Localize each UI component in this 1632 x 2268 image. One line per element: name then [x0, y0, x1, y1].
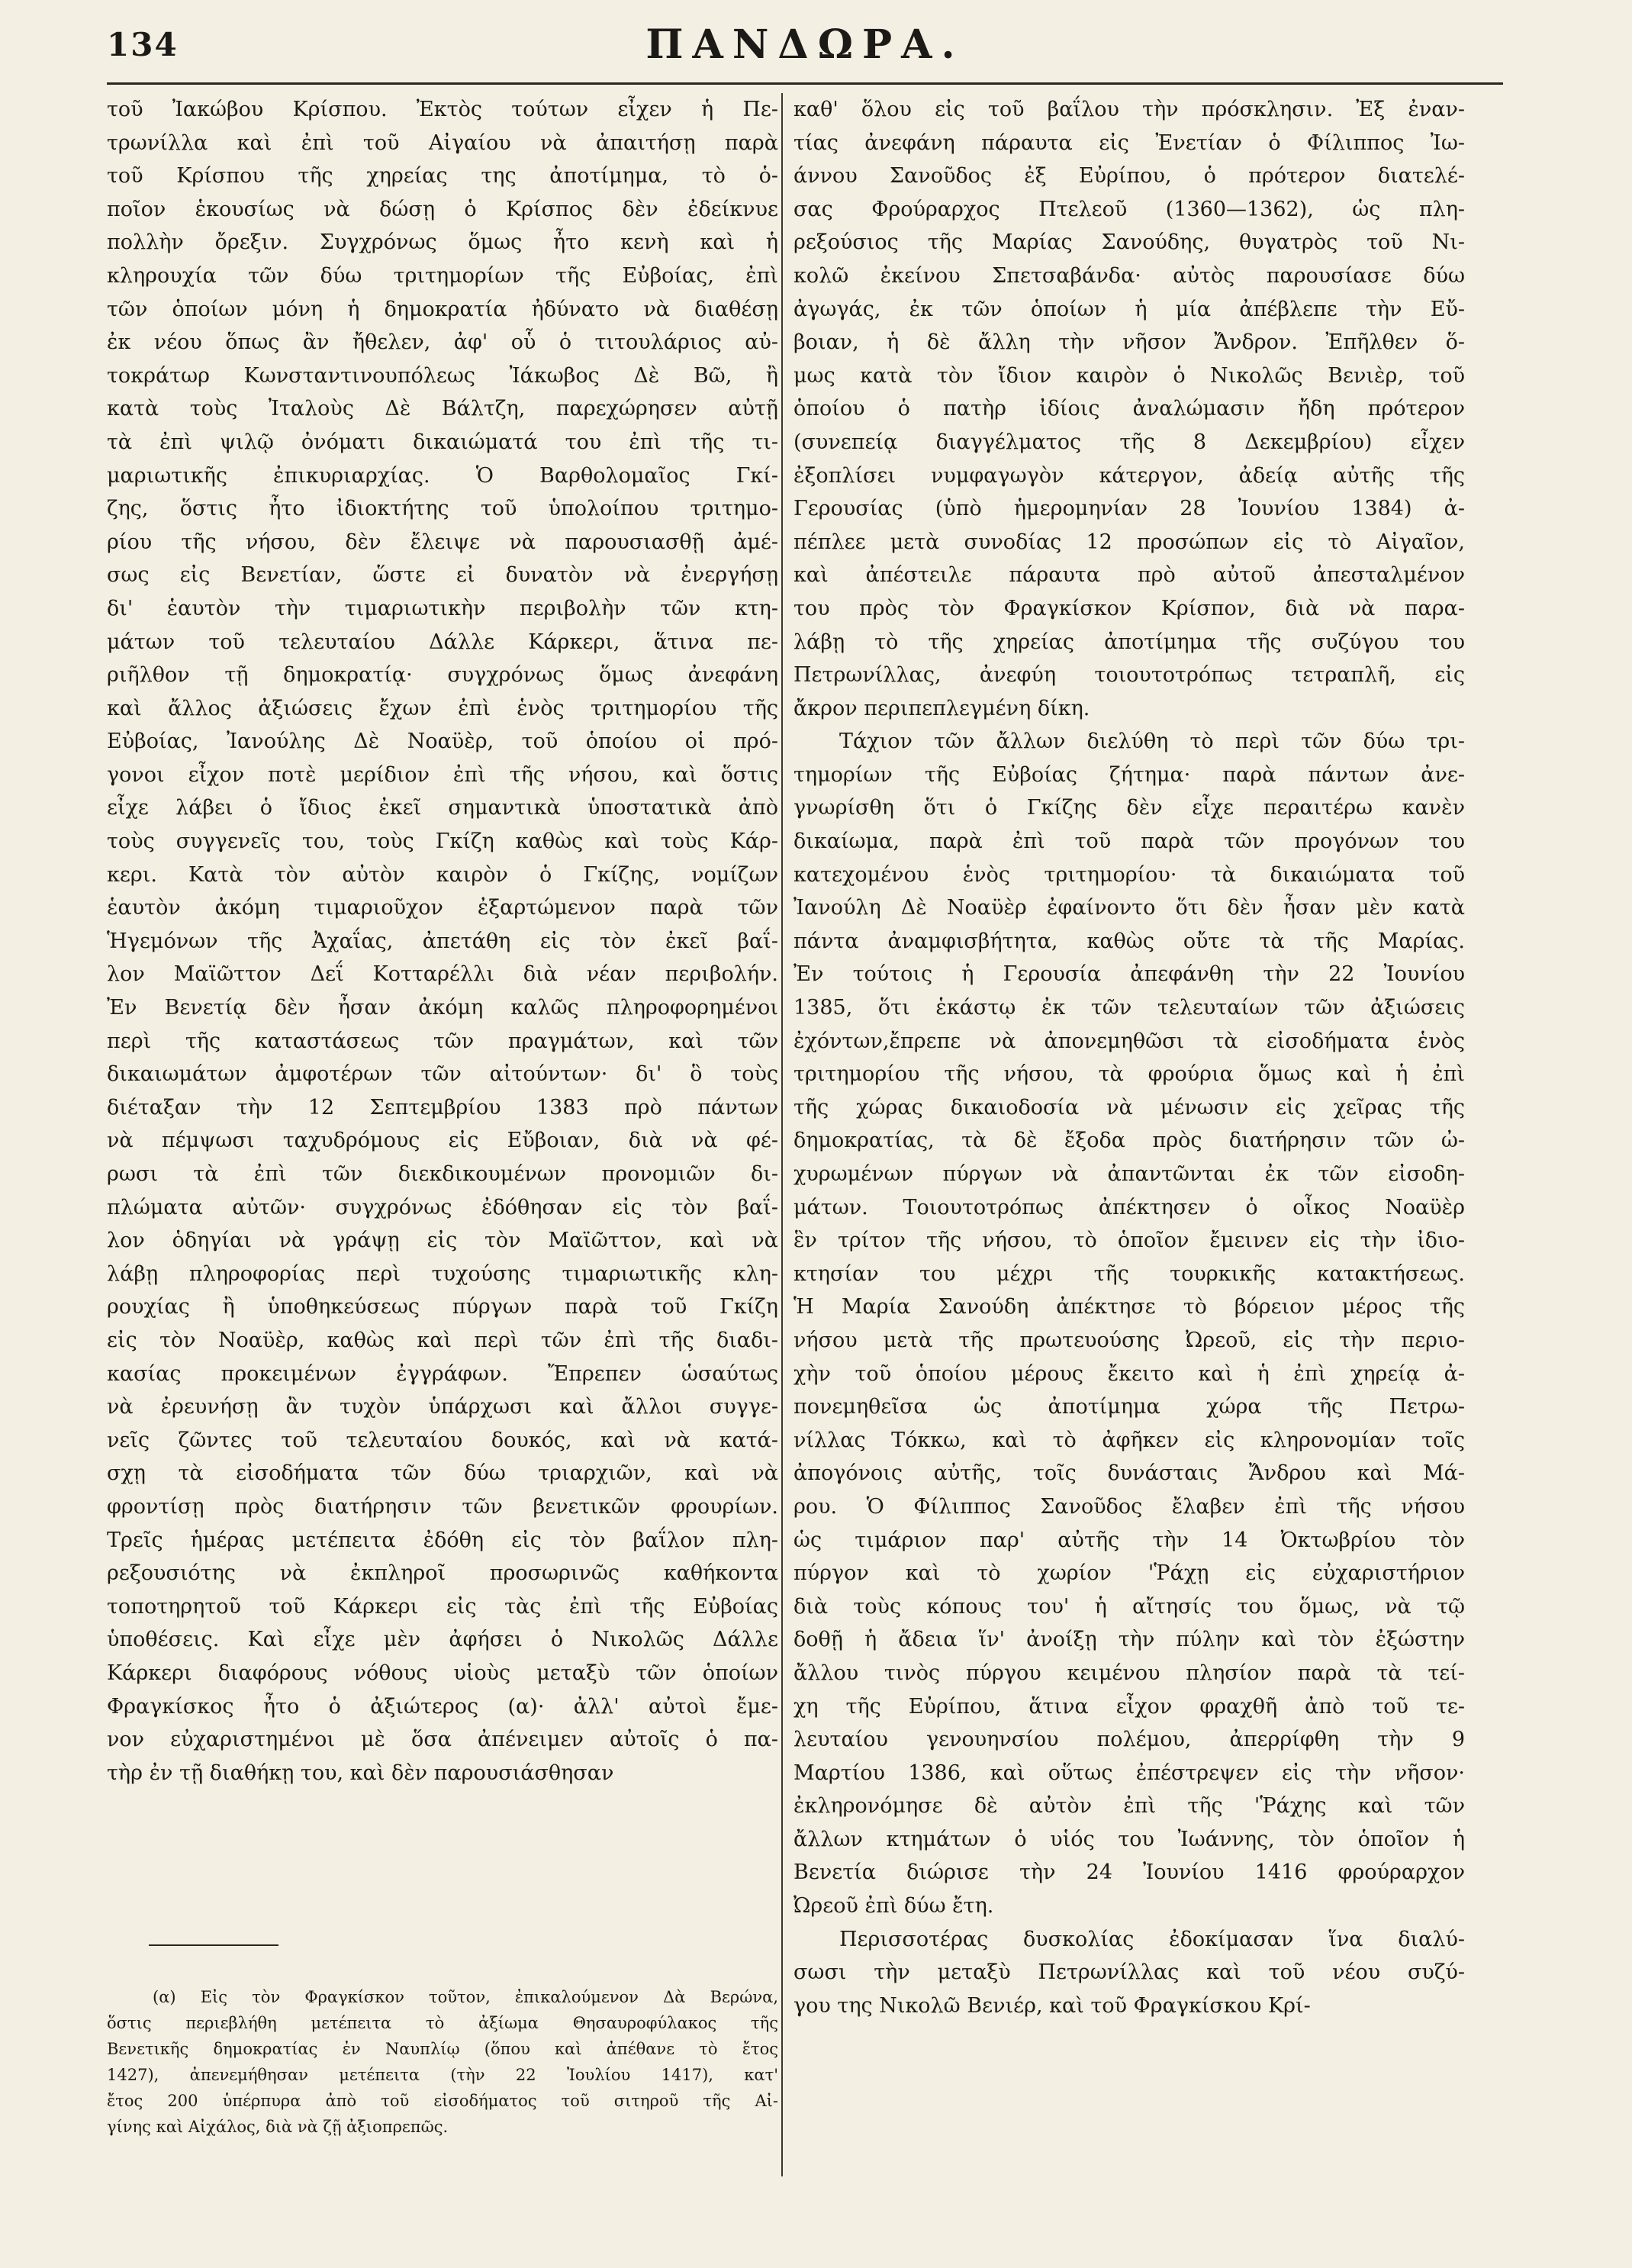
text-line: ὑποθέσεις. Καὶ εἶχε μὲν ἀφήσει ὁ Νικολῶς Δάλλε [107, 1628, 778, 1652]
text-line: του πρὸς τὸν Φραγκίσκον Κρίσπον, διὰ νὰ παρα- [793, 596, 1465, 620]
text-line: Ἰανούλη Δὲ Νοαϋὲρ ἐφαίνοντο ὅτι δὲν ἦσαν μὲν κατὰ [793, 896, 1465, 920]
text-line: ἑαυτὸν ἀκόμη τιμαριοῦχον ἐξαρτώμενον παρὰ τῶν [107, 896, 778, 920]
text-line: λάβῃ τὸ τῆς χηρείας ἀποτίμημα τῆς συζύγου του [793, 630, 1465, 654]
text-line: Τάχιον τῶν ἄλλων διελύθη τὸ περὶ τῶν δύω τρι- [839, 730, 1465, 754]
footnote-line: (α) Εἰς τὸν Φραγκίσκον τοῦτον, ἐπικαλούμενον Δὰ Βερώνα, [153, 1988, 778, 2006]
text-line: ρωσι τὰ ἐπὶ τῶν διεκδικουμένων προνομιῶν δι- [107, 1162, 778, 1186]
text-line: Ἡγεμόνων τῆς Ἀχαΐας, ἀπετάθη εἰς τὸν ἐκεῖ βαΐ- [107, 929, 778, 953]
text-line: κτησίαν του μέχρι τῆς τουρκικῆς κατακτήσεως. [793, 1261, 1465, 1286]
text-line: εἶχε λάβει ὁ ἴδιος ἐκεῖ σημαντικὰ ὑποστατικὰ ἀπὸ [107, 796, 778, 820]
text-line: ζης, ὅστις ἦτο ἰδιοκτήτης τοῦ ὑπολοίπου τριτημο- [107, 497, 778, 521]
footnote-rule [149, 1944, 278, 1946]
text-line: λευταίου γενουηνσίου πολέμου, ἀπερρίφθη τὴν 9 [793, 1728, 1465, 1752]
page-header [107, 15, 1503, 69]
text-line: νον εὐχαριστημένοι μὲ ὅσα ἀπένειμεν αὐτοῖς ὁ πα- [107, 1728, 778, 1752]
text-line: ρεξούσιος τῆς Μαρίας Σανούδης, θυγατρὸς τοῦ Νι- [793, 230, 1465, 255]
text-line: εἰς τὸν Νοαϋὲρ, καθὼς καὶ περὶ τῶν ἐπὶ τῆς διαδι- [107, 1328, 778, 1352]
text-line: πάντα ἀναμφισβήτητα, καθὼς οὔτε τὰ τῆς Μαρίας. [793, 929, 1465, 953]
text-line: δι' ἑαυτὸν τὴν τιμαριωτικὴν περιβολὴν τῶν κτη- [107, 596, 778, 620]
text-line: (συνεπείᾳ διαγγέλματος τῆς 8 Δεκεμβρίου) εἶχεν [793, 430, 1465, 454]
running-title: ΠΑΝΔΩΡΑ. [645, 21, 964, 68]
text-line: τὴρ ἐν τῇ διαθήκῃ του, καὶ δὲν παρουσιάσθησαν [107, 1761, 614, 1785]
text-line: Βενετία διώρισε τὴν 24 Ἰουνίου 1416 φρούραρχον [793, 1860, 1465, 1885]
text-line: τρωνίλλα καὶ ἐπὶ τοῦ Αἰγαίου νὰ ἀπαιτήσῃ παρὰ [107, 130, 778, 155]
text-line: γονοι εἶχον ποτὲ μερίδιον ἐπὶ τῆς νήσου, καὶ ὅστις [107, 762, 778, 787]
text-line: νίλλας Τόκκω, καὶ τὸ ἀφῆκεν εἰς κληρονομίαν τοῖς [793, 1428, 1465, 1452]
text-line: Πετρωνίλλας, ἀνεφύη τοιουτοτρόπως τετραπλῆ, εἰς [793, 663, 1465, 688]
text-line: κατὰ τοὺς Ἰταλοὺς Δὲ Βάλτζη, παρεχώρησεν αὐτῇ [107, 397, 778, 421]
text-line: καὶ ἀπέστειλε πάραυτα πρὸ αὐτοῦ ἀπεσταλμένον [793, 563, 1465, 588]
text-line: ρεξουσιότης νὰ ἐκπληροῖ προσωρινῶς καθήκοντα [107, 1561, 778, 1586]
text-line: πύργον καὶ τὸ χωρίον 'Ῥάχῃ εἰς εὐχαριστήριον [793, 1561, 1465, 1586]
text-line: λον ὁδηγίαι νὰ γράψῃ εἰς τὸν Μαϊῶττον, καὶ νὰ [107, 1229, 778, 1253]
text-line: δοθῇ ἡ ἄδεια ἵν' ἀνοίξῃ τὴν πύλην καὶ τὸν ἐξώστην [793, 1628, 1465, 1652]
footnote-line: γίνης καὶ Αἰχάλος, διὰ νὰ ζῇ ἀξιοπρεπῶς. [107, 2118, 449, 2136]
left-column [107, 93, 778, 2154]
text-line: πολλὴν ὄρεξιν. Συγχρόνως ὅμως ἦτο κενὴ καὶ ἡ [107, 230, 778, 255]
text-line: ἄλλων κτημάτων ὁ υἱός του Ἰωάννης, τὸν ὁποῖον ἡ [793, 1827, 1465, 1851]
text-line: άννου Σανοῦδος ἐξ Εὐρίπου, ὁ πρότερον διατελέ- [793, 164, 1465, 188]
text-line: ριῆλθον τῇ δημοκρατίᾳ· συγχρόνως ὅμως ἀνεφάνη [107, 663, 778, 688]
text-line: ἓν τρίτον τῆς νήσου, τὸ ὁποῖον ἔμεινεν εἰς τὴν ἰδιο- [793, 1229, 1465, 1253]
page-number: 134 [107, 26, 179, 63]
text-line: γνωρίσθη ὅτι ὁ Γκίζης δὲν εἶχε περαιτέρω κανὲν [793, 796, 1465, 820]
text-line: ὁποίου ὁ πατὴρ ἰδίοις ἀναλώμασιν ἤδη πρότερον [793, 397, 1465, 421]
text-line: ἄκρον περιπεπλεγμένη δίκη. [793, 696, 1090, 720]
text-line: ρίου τῆς νήσου, δὲν ἔλειψε νὰ παρουσιασθῇ ἀμέ- [107, 530, 778, 554]
text-line: Τρεῖς ἡμέρας μετέπειτα ἐδόθη εἰς τὸν βαΐλον πλη- [107, 1528, 778, 1552]
text-line: ὡς τιμάριον παρ' αὐτῆς τὴν 14 Ὀκτωβρίου τὸν [793, 1528, 1465, 1552]
text-line: καὶ ἄλλος ἀξιώσεις ἔχων ἐπὶ ἑνὸς τριτημορίου τῆς [107, 696, 778, 720]
text-line: γου της Νικολῶ Βενιέρ, καὶ τοῦ Φραγκίσκου Κρί- [793, 1993, 1311, 2018]
text-line: διὰ τοὺς κόπους του' ἡ αἴτησίς του ὅμως, νὰ τῷ [793, 1594, 1465, 1619]
text-line: τοποτηρητοῦ τοῦ Κάρκερι εἰς τὰς ἐπὶ τῆς Εὐβοίας [107, 1594, 778, 1619]
text-line: λάβῃ πληροφορίας περὶ τυχούσης τιμαριωτικῆς κλη- [107, 1261, 778, 1286]
text-line: ἐκληρονόμησε δὲ αὐτὸν ἐπὶ τῆς 'Ῥάχης καὶ τῶν [793, 1794, 1465, 1819]
text-line: μως κατὰ τὸν ἴδιον καιρὸν ὁ Νικολῶς Βενιὲρ, τοῦ [793, 363, 1465, 388]
text-line: τίας ἀνεφάνη πάραυτα εἰς Ἐνετίαν ὁ Φίλιππος Ἰω- [793, 130, 1465, 155]
text-line: τοκράτωρ Κωνσταντινουπόλεως Ἰάκωβος Δὲ Βῶ, ἢ [107, 363, 778, 388]
text-line: Φραγκίσκος ἦτο ὁ ἀξιώτερος (α)· ἀλλ' αὐτοὶ ἔμε- [107, 1694, 778, 1719]
text-line: κασίας προκειμένων ἐγγράφων. Ἔπρεπεν ὡσαύτως [107, 1361, 778, 1386]
text-line: σας Φρούραρχος Πτελεοῦ (1360—1362), ὡς πλη- [793, 197, 1465, 221]
text-line: χὴν τοῦ ὁποίου μέρους ἔκειτο καὶ ἡ ἐπὶ χηρείᾳ ἀ- [793, 1361, 1465, 1386]
text-line: Κάρκερι διαφόρους νόθους υἱοὺς μεταξὺ τῶν ὁποίων [107, 1661, 778, 1685]
text-line: ἐχόντων,ἔπρεπε νὰ ἀπονεμηθῶσι τὰ εἰσοδήματα ἑνὸς [793, 1029, 1465, 1053]
text-line: ἀγωγάς, ἐκ τῶν ὁποίων ἡ μία ἀπέβλεπε τὴν Εὔ- [793, 297, 1465, 321]
text-line: ἐξοπλίσει νυμφαγωγὸν κάτεργον, ἀδείᾳ αὐτῆς τῆς [793, 463, 1465, 488]
text-line: δικαιωμάτων ἀμφοτέρων τῶν αἰτούντων· δι' ὃ τοὺς [107, 1062, 778, 1087]
text-line: κληρουχία τῶν δύω τριτημορίων τῆς Εὐβοίας, ἐπὶ [107, 263, 778, 288]
footnote-line: ὅστις περιεβλήθη μετέπειτα τὸ ἀξίωμα Θησαυροφύλακος τῆς [107, 2014, 778, 2032]
header-rule [107, 82, 1503, 85]
text-line: ποῖον ἑκουσίως νὰ δώσῃ ὁ Κρίσπος δὲν ἐδείκνυε [107, 197, 778, 221]
text-line: πέπλεε μετὰ συνοδίας 12 προσώπων εἰς τὸ Αἰγαῖον, [793, 530, 1465, 554]
text-line: χη τῆς Εὐρίπου, ἅτινα εἶχον φραχθῆ ἀπὸ τοῦ τε- [793, 1694, 1465, 1719]
text-line: ρου. Ὁ Φίλιππος Σανοῦδος ἔλαβεν ἐπὶ τῆς νήσου [793, 1494, 1465, 1519]
text-line: μαριωτικῆς ἐπικυριαρχίας. Ὁ Βαρθολομαῖος Γκί- [107, 463, 778, 488]
text-line: τοὺς συγγενεῖς του, τοὺς Γκίζη καθὼς καὶ τοὺς Κάρ- [107, 830, 778, 854]
right-column [793, 93, 1465, 2260]
text-line: κερι. Κατὰ τὸν αὐτὸν καιρὸν ὁ Γκίζης, νομίζων [107, 862, 778, 887]
text-line: Εὐβοίας, Ἰανούλης Δὲ Νοαϋὲρ, τοῦ ὁποίου οἱ πρό- [107, 730, 778, 754]
text-line: 1385, ὅτι ἑκάστῳ ἐκ τῶν τελευταίων τῶν ἀξιώσεις [793, 996, 1465, 1020]
text-line: διέταξαν τὴν 12 Σεπτεμβρίου 1383 πρὸ πάντων [107, 1095, 778, 1120]
text-line: περὶ τῆς καταστάσεως τῶν πραγμάτων, καὶ τῶν [107, 1029, 778, 1053]
text-line: κολῶ ἐκείνου Σπετσαβάνδα· αὐτὸς παρουσίασε δύω [793, 263, 1465, 288]
text-line: τριτημορίου τῆς νήσου, τὰ φρούρια ὅμως καὶ ἡ ἐπὶ [793, 1062, 1465, 1087]
text-line: καθ' ὅλου εἰς τοῦ βαΐλου τὴν πρόσκλησιν. Ἐξ ἐναν- [793, 98, 1465, 121]
footnote-line: 1427), ἀπενεμήθησαν μετέπειτα (τὴν 22 Ἰουλίου 1417), κατ' [107, 2066, 778, 2084]
text-line: Ἐν τούτοις ἡ Γερουσία ἀπεφάνθη τὴν 22 Ἰουνίου [793, 962, 1465, 987]
text-line: χυρωμένων πύργων νὰ ἀπαντῶνται ἐκ τῶν εἰσοδη- [793, 1162, 1465, 1186]
text-line: ἐκ νέου ὅπως ἂν ἤθελεν, ἀφ' οὗ ὁ τιτουλάριος αὐ- [107, 330, 778, 355]
text-line: τημορίων τῆς Εὐβοίας ζήτημα· παρὰ πάντων ἀνε- [793, 762, 1465, 787]
text-line: τοῦ Κρίσπου τῆς χηρείας της ἀποτίμημα, τὸ ὁ- [107, 164, 778, 188]
text-line: Ὠρεοῦ ἐπὶ δύω ἔτη. [793, 1894, 994, 1918]
text-line: Μαρτίου 1386, καὶ οὕτως ἐπέστρεψεν εἰς τὴν νῆσον· [793, 1761, 1465, 1785]
footnotes [107, 1984, 778, 2213]
text-line: σως εἰς Βενετίαν, ὥστε εἰ δυνατὸν νὰ ἐνεργήσῃ [107, 563, 778, 588]
text-line: λον Μαϊῶττον Δεΐ Κοτταρέλλι διὰ νέαν περιβολήν. [107, 962, 778, 987]
text-line: νεῖς ζῶντες τοῦ τελευταίου δουκός, καὶ νὰ κατά- [107, 1428, 778, 1452]
text-line: Ἡ Μαρία Σανούδη ἀπέκτησε τὸ βόρειον μέρος τῆς [793, 1295, 1465, 1319]
text-line: φροντίσῃ πρὸς διατήρησιν τῶν βενετικῶν φρουρίων. [107, 1494, 778, 1519]
text-line: ἄλλου τινὸς πύργου κειμένου πλησίον παρὰ τὰ τεί- [793, 1661, 1465, 1685]
text-line: Περισσοτέρας δυσκολίας ἐδοκίμασαν ἵνα διαλύ- [839, 1927, 1465, 1951]
text-line: νὰ ἐρευνήσῃ ἂν τυχὸν ὑπάρχωσι καὶ ἄλλοι συγγε- [107, 1395, 778, 1419]
text-line: μάτων. Τοιουτοτρόπως ἀπέκτησεν ὁ οἶκος Νοαϋὲρ [793, 1195, 1465, 1219]
text-line: νήσου μετὰ τῆς πρωτευούσης Ὠρεοῦ, εἰς τὴν περιο- [793, 1328, 1465, 1352]
text-line: κατεχομένου ἑνὸς τριτημορίου· τὰ δικαιώματα τοῦ [793, 862, 1465, 887]
text-line: τὰ ἐπὶ ψιλῷ ὀνόματι δικαιώματά του ἐπὶ τῆς τι- [107, 430, 778, 454]
footnote-line: ἔτος 200 ὑπέρπυρα ἀπὸ τοῦ εἰσοδήματος τοῦ σιτηροῦ τῆς Αἰ- [107, 2092, 778, 2110]
text-line: σωσι τὴν μεταξὺ Πετρωνίλλας καὶ τοῦ νέου συζύ- [793, 1960, 1465, 1985]
text-line: τοῦ Ἰακώβου Κρίσπου. Ἐκτὸς τούτων εἶχεν ἡ Πε- [107, 98, 778, 121]
text-line: μάτων τοῦ τελευταίου Δάλλε Κάρκερι, ἅτινα πε- [107, 630, 778, 654]
text-line: τῆς χώρας δικαιοδοσία νὰ μένωσιν εἰς χεῖρας τῆς [793, 1095, 1465, 1120]
text-line: ρουχίας ἢ ὑποθηκεύσεως πύργων παρὰ τοῦ Γκίζη [107, 1295, 778, 1319]
text-line: δικαίωμα, παρὰ ἐπὶ τοῦ παρὰ τῶν προγόνων του [793, 830, 1465, 854]
text-line: πονεμηθεῖσα ὡς ἀποτίμημα χώρα τῆς Πετρω- [793, 1395, 1465, 1419]
text-line: Ἐν Βενετίᾳ δὲν ἦσαν ἀκόμη καλῶς πληροφορημένοι [107, 996, 778, 1020]
text-line: νὰ πέμψωσι ταχυδρόμους εἰς Εὔβοιαν, διὰ νὰ φέ- [107, 1129, 778, 1153]
footnote-line: Βενετικῆς δημοκρατίας ἐν Ναυπλίῳ (ὅπου καὶ ἀπέθανε τὸ ἔτος [107, 2040, 778, 2058]
column-divider [781, 93, 783, 2176]
text-line: δημοκρατίας, τὰ δὲ ἔξοδα πρὸς διατήρησιν τῶν ὠ- [793, 1129, 1465, 1153]
text-line: Γερουσίας (ὑπὸ ἡμερομηνίαν 28 Ἰουνίου 1384) ἀ- [793, 497, 1465, 521]
text-line: σχῃ τὰ εἰσοδήματα τῶν δύω τριαρχιῶν, καὶ νὰ [107, 1461, 778, 1486]
text-line: ἀπογόνοις αὐτῆς, τοῖς δυνάσταις Ἄνδρου καὶ Μά- [793, 1461, 1465, 1486]
text-line: βοιαν, ἡ δὲ ἄλλη τὴν νῆσον Ἄνδρον. Ἐπῆλθεν ὅ- [793, 330, 1465, 355]
text-line: τῶν ὁποίων μόνη ἡ δημοκρατία ἠδύνατο νὰ διαθέσῃ [107, 297, 778, 321]
text-line: πλώματα αὐτῶν· συγχρόνως ἐδόθησαν εἰς τὸν βαΐ- [107, 1195, 778, 1219]
